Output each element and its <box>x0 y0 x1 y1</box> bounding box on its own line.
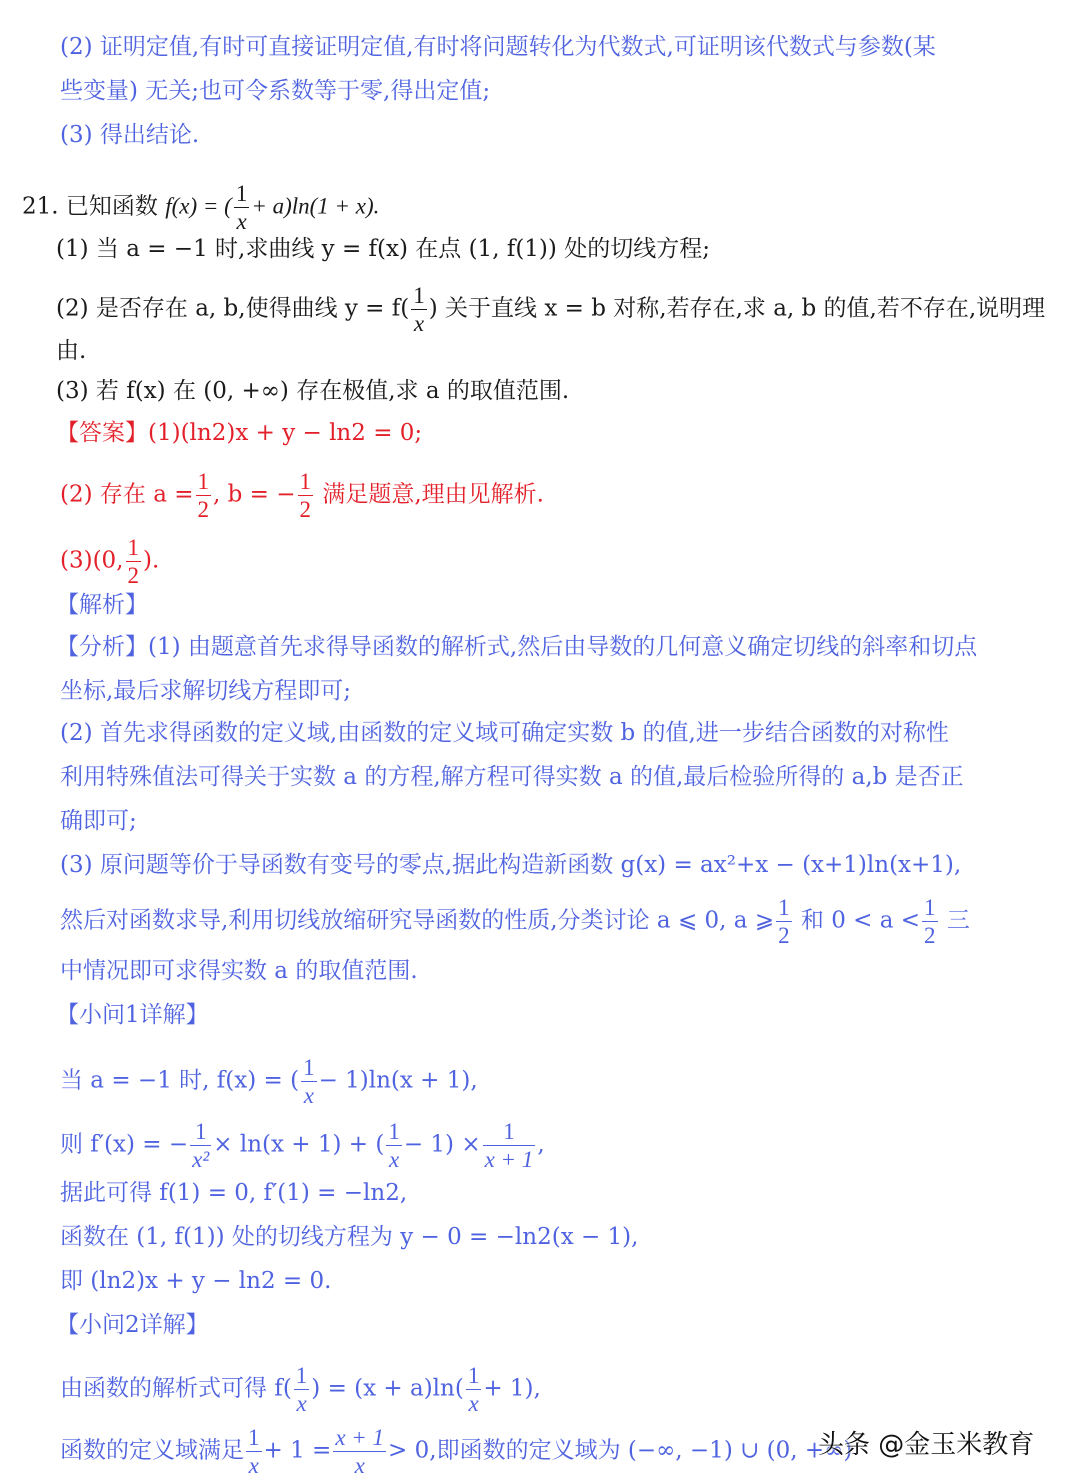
analysis-p3-line3: 中情况即可求得实数 a 的取值范围. <box>60 958 418 984</box>
answer-2: (2) 存在 a = $\frac{1}{2}$ , b = − $\frac{1}{2}$ 满足题意,理由见解析. <box>60 469 544 522</box>
sub1-label: 【小问1详解】 <box>56 1002 209 1028</box>
fraction: $\frac{1}{x}$ <box>413 283 425 336</box>
fenxi-label: 【分析】 <box>56 634 148 660</box>
sub2-label: 【小问2详解】 <box>56 1312 209 1338</box>
sub2-line1: 由函数的解析式可得 f( $\frac{1}{x}$ ) = (x + a)ln( $\frac{1}{x}$ + 1), <box>60 1363 541 1416</box>
intro-step2-line1: (2) 证明定值,有时可直接证明定值,有时将问题转化为代数式,可证明该代数式与参数(某 <box>60 34 936 60</box>
problem-stem-prefix: 已知函数 <box>65 193 158 220</box>
watermark: 头条 @金玉米教育 <box>818 1430 1035 1460</box>
answer-1: 【答案】(1)(ln2)x + y − ln2 = 0; <box>56 420 423 446</box>
fraction: $\frac{1}{x}$ <box>467 1363 480 1416</box>
fraction: $\frac{1}{x + 1}$ <box>484 1119 534 1172</box>
fraction: $\frac{1}{\text{x²}}$ <box>192 1119 210 1172</box>
fraction: $\frac{1}{x}$ <box>235 181 248 234</box>
problem-number: 21. <box>22 193 59 220</box>
fraction: $\frac{1}{2}$ <box>778 895 790 948</box>
sub1-line5: 即 (ln2)x + y − ln2 = 0. <box>60 1268 332 1294</box>
fraction: $\frac{1}{2}$ <box>127 535 139 588</box>
answer-3: (3)(0, $\frac{1}{2}$ ). <box>60 535 160 588</box>
fraction: $\frac{1}{x}$ <box>388 1119 400 1172</box>
analysis-p3-line2: 然后对函数求导,利用切线放缩研究导函数的性质,分类讨论 a ⩽ 0, a ⩾ $\frac{1}{2}$ 和 0 < a < $\frac{1}{2}$ 三 <box>60 895 970 948</box>
analysis-p1-line2: 坐标,最后求解切线方程即可; <box>60 678 352 704</box>
fraction: $\frac{1}{x}$ <box>248 1425 260 1478</box>
sub2-line2: 函数的定义域满足 $\frac{1}{x}$ + 1 = $\frac{x + 1}{x}$ > 0,即函数的定义域为 (−∞, −1) ∪ (0, +∞) <box>60 1425 853 1478</box>
sub1-line1: 当 a = −1 时, f(x) = ( $\frac{1}{x}$ − 1)ln(x + 1), <box>60 1055 478 1108</box>
sub1-line2: 则 f′(x) = − $\frac{1}{\text{x²}}$ × ln(x + 1) + ( $\frac{1}{x}$ − 1) × $\frac{1}{x + 1}$ , <box>60 1119 545 1172</box>
analysis-p3-line1: (3) 原问题等价于导函数有变号的零点,据此构造新函数 g(x) = ax²+x − (x+1)ln(x+1), <box>60 852 962 878</box>
analysis-p1-line1: 【分析】(1) 由题意首先求得导函数的解析式,然后由导数的几何意义确定切线的斜率和切点 <box>56 634 978 660</box>
analysis-p2-line1: (2) 首先求得函数的定义域,由函数的定义域可确定实数 b 的值,进一步结合函数的对称性 <box>60 720 949 746</box>
question-1: (1) 当 a = −1 时,求曲线 y = f(x) 在点 (1, f(1)) 处的切线方程; <box>56 236 710 262</box>
intro-step3: (3) 得出结论. <box>60 122 200 148</box>
sub1-line4: 函数在 (1, f(1)) 处的切线方程为 y − 0 = −ln2(x − 1), <box>60 1224 639 1250</box>
answer-label: 【答案】 <box>56 420 148 446</box>
intro-step2-line2: 些变量) 无关;也可令系数等于零,得出定值; <box>60 78 491 104</box>
analysis-label: 【解析】 <box>56 592 148 618</box>
fraction: $\frac{1}{2}$ <box>197 469 209 522</box>
question-3: (3) 若 f(x) 在 (0, +∞) 存在极值,求 a 的取值范围. <box>56 378 570 404</box>
fraction: $\frac{1}{2}$ <box>299 469 312 522</box>
question-2: (2) 是否存在 a, b,使得曲线 y = f( $\frac{1}{x}$ ) 关于直线 x = b 对称,若存在,求 a, b 的值,若不存在,说明理 <box>56 283 1046 336</box>
analysis-p2-line3: 确即可; <box>60 808 137 834</box>
problem-stem: 21. 已知函数 f(x) = ( $\frac{1}{x}$ + a)ln(1 + x). <box>22 181 380 234</box>
fraction: $\frac{1}{x}$ <box>303 1055 315 1108</box>
fraction: $\frac{x + 1}{x}$ <box>335 1425 385 1478</box>
analysis-p2-line2: 利用特殊值法可得关于实数 a 的方程,解方程可得实数 a 的值,最后检验所得的 a,b 是否正 <box>60 764 964 790</box>
question-2-cont: 由. <box>56 338 87 364</box>
sub1-line3: 据此可得 f(1) = 0, f′(1) = −ln2, <box>60 1180 408 1206</box>
fraction: $\frac{1}{x}$ <box>295 1363 308 1416</box>
fraction: $\frac{1}{2}$ <box>924 895 936 948</box>
